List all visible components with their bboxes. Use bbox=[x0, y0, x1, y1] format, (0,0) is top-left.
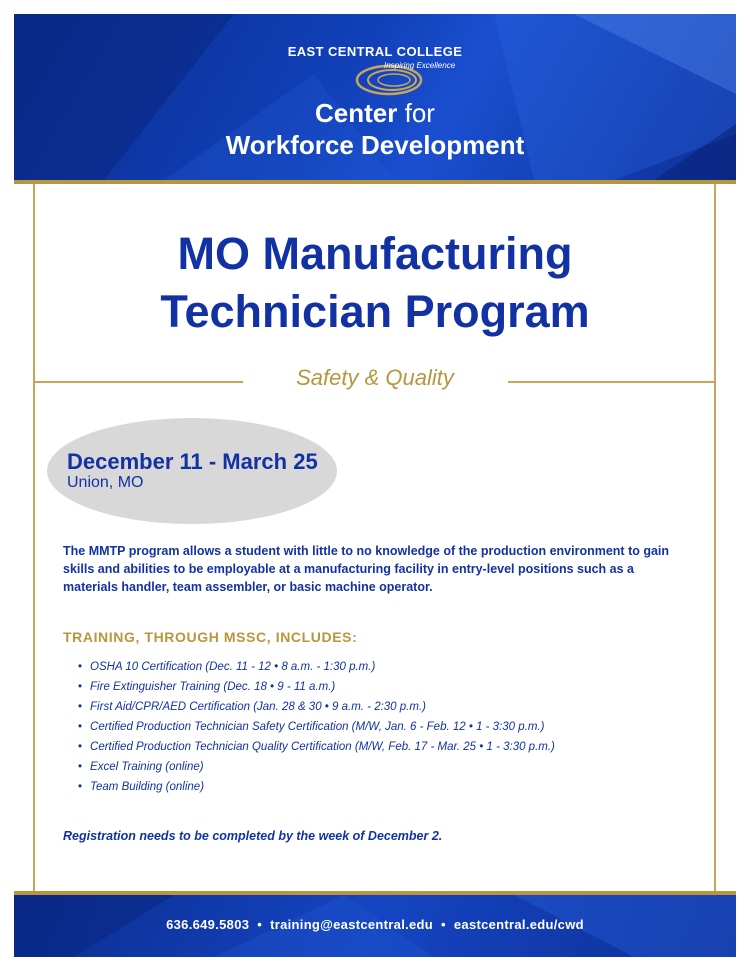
list-item bbox=[78, 677, 555, 697]
list-item bbox=[78, 737, 555, 757]
college-tagline: Inspiring Excellence bbox=[384, 61, 456, 70]
training-item-text: Excel Training (online) bbox=[90, 761, 204, 773]
program-title-line1: MO Manufacturing bbox=[177, 228, 573, 279]
contact-website[interactable]: eastcentral.edu/cwd bbox=[453, 917, 584, 932]
training-item-text: Certified Production Technician Quality Certification (M/W, Feb. 17 - Mar. 25 • 1 - 3:30 p.m.) bbox=[90, 741, 555, 753]
separator-dot: • bbox=[441, 917, 446, 932]
contact-line bbox=[14, 917, 736, 932]
footer-banner bbox=[14, 895, 736, 957]
center-word: Center bbox=[315, 98, 398, 128]
list-item bbox=[78, 777, 555, 797]
center-title-line2: Workforce Development bbox=[225, 130, 525, 160]
separator-dot: • bbox=[257, 917, 263, 932]
registration-note: Registration needs to be completed by the week of December 2. bbox=[63, 829, 443, 843]
subtitle-rule-right bbox=[508, 381, 716, 383]
bullet-icon: • bbox=[78, 661, 83, 673]
center-for-word: for bbox=[404, 98, 435, 128]
bullet-icon: • bbox=[78, 701, 83, 713]
list-item bbox=[78, 757, 555, 777]
training-item-text: Team Building (online) bbox=[90, 781, 205, 793]
college-name: EAST CENTRAL COLLEGE bbox=[287, 44, 463, 59]
bullet-icon: • bbox=[78, 781, 83, 793]
training-heading: TRAINING, THROUGH MSSC, INCLUDES: bbox=[63, 629, 358, 645]
contact-email[interactable]: training@eastcentral.edu bbox=[270, 917, 434, 932]
training-item-text: First Aid/CPR/AED Certification (Jan. 28 & 30 • 9 a.m. - 2:30 p.m.) bbox=[90, 701, 426, 713]
session-location: Union, MO bbox=[67, 474, 144, 491]
bullet-icon: • bbox=[78, 721, 83, 733]
training-item-text: Fire Extinguisher Training (Dec. 18 • 9 - 11 a.m.) bbox=[90, 681, 336, 693]
session-dates: December 11 - March 25 bbox=[67, 449, 318, 474]
program-title-line2: Technician Program bbox=[160, 286, 590, 337]
program-subtitle: Safety & Quality bbox=[296, 365, 454, 390]
contact-phone[interactable]: 636.649.5803 bbox=[166, 917, 250, 932]
list-item bbox=[78, 657, 555, 677]
list-item bbox=[78, 717, 555, 737]
training-item-text: OSHA 10 Certification (Dec. 11 - 12 • 8 a.m. - 1:30 p.m.) bbox=[90, 661, 376, 673]
center-title-line1 bbox=[14, 98, 736, 129]
header-banner bbox=[14, 14, 736, 180]
training-item-text: Certified Production Technician Safety Certification (M/W, Jan. 6 - Feb. 12 • 1 - 3:30 p.m.) bbox=[90, 721, 545, 733]
program-description: The MMTP program allows a student with little to no knowledge of the production environment to gain skills and abilities to be employable at a manufacturing facility in entry-level positions such as a materials handler, team assembler, or basic machine operator. bbox=[63, 544, 670, 594]
training-list bbox=[78, 657, 555, 797]
bullet-icon: • bbox=[78, 761, 83, 773]
college-logo bbox=[14, 44, 736, 70]
list-item bbox=[78, 697, 555, 717]
bullet-icon: • bbox=[78, 681, 83, 693]
bullet-icon: • bbox=[78, 741, 83, 753]
